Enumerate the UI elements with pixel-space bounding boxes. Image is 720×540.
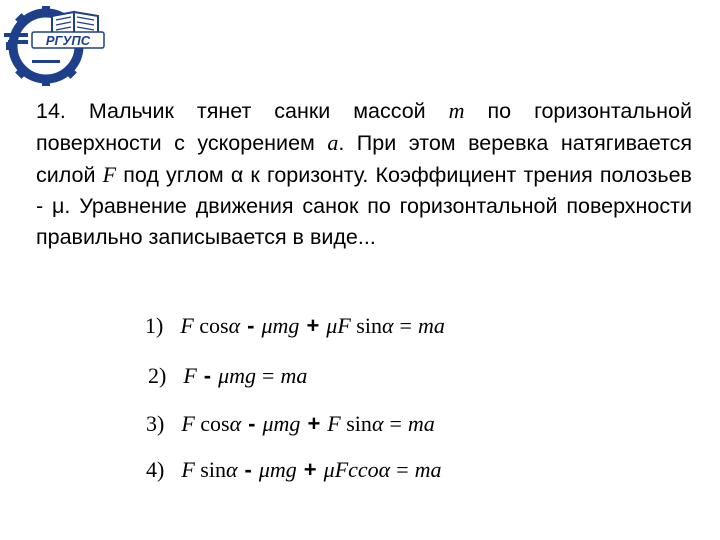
answer-option-3[interactable]: 3) F cosα - μmg + F sinα = ma bbox=[146, 411, 435, 436]
answer-option-2[interactable]: 2) F - μmg = ma bbox=[148, 363, 308, 388]
logo-text: РГУПС bbox=[45, 33, 91, 48]
problem-text: 14. Мальчик тянет санки массой m по горизонтальной поверхности с ускорением a. При этом веревка натягивается силой F под углом α к горизонту. Коэффициент трения полозьев - μ. Уравнение движения санок по горизонтальной поверхности правильно записывается в виде... bbox=[36, 98, 692, 249]
var-a: a bbox=[327, 130, 339, 155]
problem-number: 14. bbox=[36, 99, 66, 123]
university-logo bbox=[2, 2, 112, 88]
var-F: F bbox=[102, 162, 117, 187]
answer-option-4[interactable]: 4) F sinα - μmg + μFccoα = ma bbox=[146, 457, 442, 482]
answer-option-1[interactable]: 1) F cosα - μmg + μF sinα = ma bbox=[145, 313, 445, 338]
var-m: m bbox=[448, 98, 465, 123]
